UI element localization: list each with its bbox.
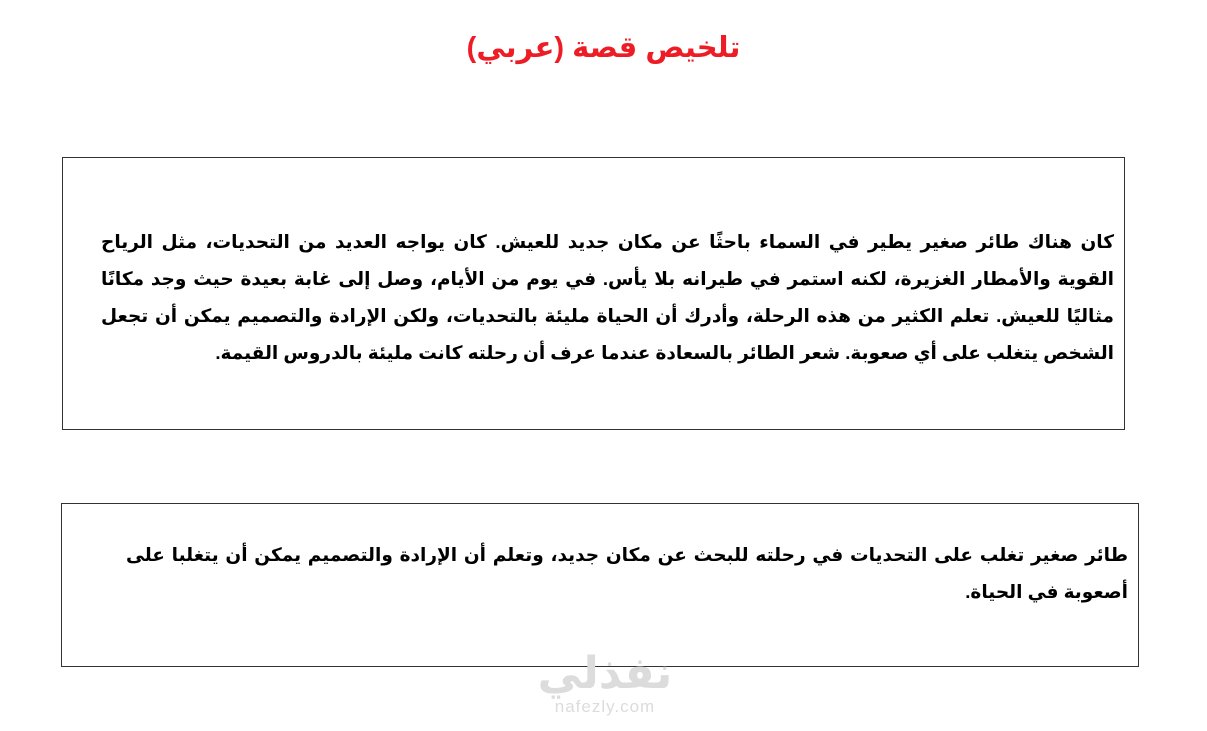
summary-text: طائر صغير تغلب على التحديات في رحلته للبحث عن مكان جديد، وتعلم أن الإرادة والتصميم يمكن أن يتغلبا على أصعوبة في الحياة. bbox=[126, 544, 1128, 602]
page-title: تلخيص قصة (عربي) bbox=[466, 32, 741, 64]
watermark-url: nafezly.com bbox=[554, 697, 656, 716]
summary-box bbox=[61, 503, 1139, 667]
watermark-logo: نفذلي bbox=[537, 648, 673, 699]
story-box bbox=[62, 157, 1125, 430]
story-text: كان هناك طائر صغير يطير في السماء باحثًا عن مكان جديد للعيش. كان يواجه العديد من التحديات، مثل الرياح القوية والأمطار الغزيرة، لكنه استمر في طيرانه بلا يأس. في يوم من الأيام، وصل إلى غابة بعيدة حيث وجد مكانًا مثاليًا للعيش. تعلم الكثير من هذه الرحلة، وأدرك أن الحياة مليئة بالتحديات، ولكن الإرادة والتصميم يمكن أن تجعل الشخص يتغلب على أي صعوبة. شعر الطائر بالسعادة عندما عرف أن رحلته كانت مليئة بالدروس القيمة. bbox=[101, 231, 1114, 363]
